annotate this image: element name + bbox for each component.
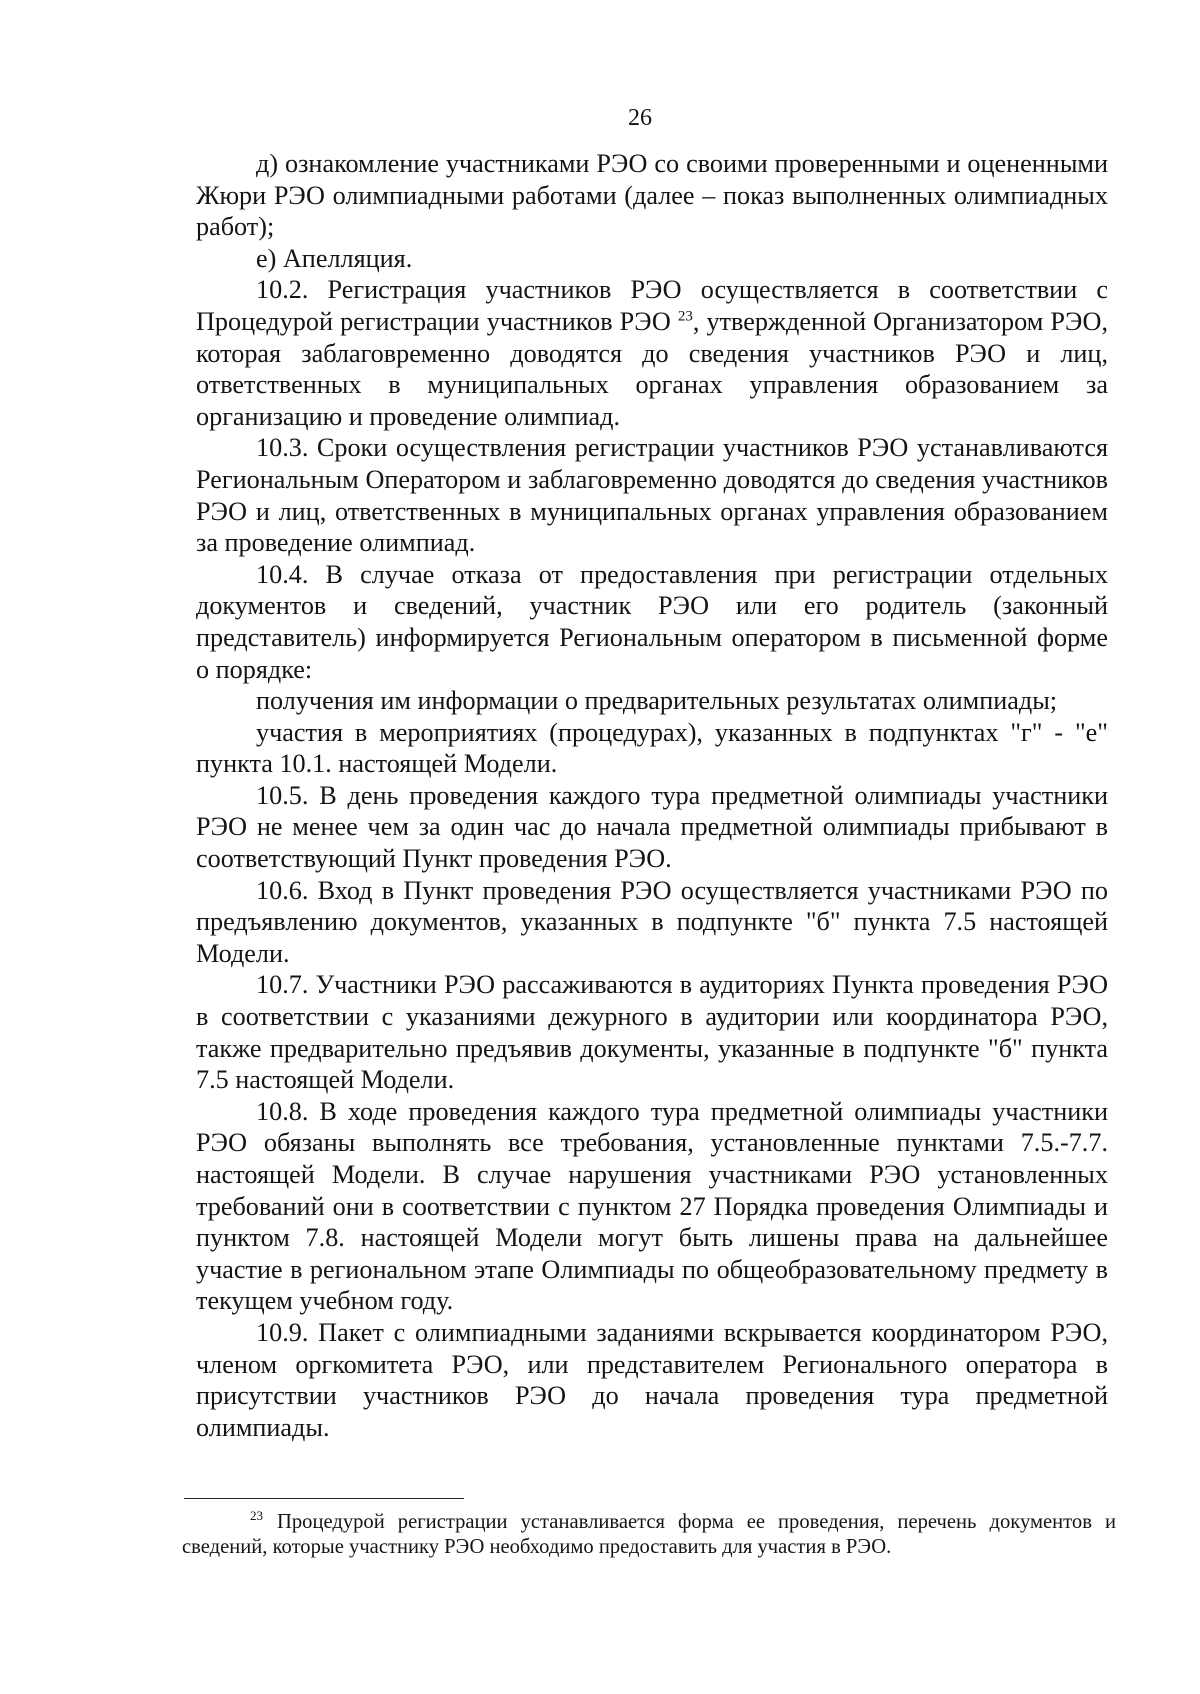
paragraph-10-5: 10.5. В день проведения каждого тура предметной олимпиады участники РЭО не менее чем за один час до начала предметной олимпиады прибывают в соответствующий Пункт проведения РЭО. [196,780,1108,874]
paragraph-10-3: 10.3. Сроки осуществления регистрации участников РЭО устанавливаются Региональным Оператором и заблаговременно доводятся до сведения участников РЭО и лиц, ответственных в муниципальных органах управления образованием за проведение олимпиад. [196,433,1108,558]
paragraph-item-d: д) ознакомление участниками РЭО со своими проверенными и оцененными Жюри РЭО олимпиадными работами (далее – показ выполненных олимпиадных работ); [196,149,1108,242]
paragraph-item-e: е) Апелляция. [256,243,413,273]
paragraph-10-2-continuation: , утвержденной Организатором РЭО, которая заблаговременно доводятся до сведения участников РЭО и лиц, ответственных в муниципальных органах управления образованием за организацию и проведение олимпиад. [196,306,1109,431]
paragraph-10-2 [196,274,1108,432]
paragraph-10-2-text: 10.2. Регистрация участников РЭО осуществляется в соответствии с Процедурой регистрации участников РЭО [196,275,1108,336]
footnote-reference: 23 [677,308,693,325]
page-number: 26 [628,105,652,131]
paragraph-10-7: 10.7. Участники РЭО рассаживаются в аудиториях Пункта проведения РЭО в соответствии с указаниями дежурного в аудитории или координатора РЭО, также предварительно предъявив документы, указанные в подпункте "б" пункта 7.5 настоящей Модели. [196,970,1108,1095]
list-item-participation: участия в мероприятиях (процедурах), указанных в подпунктах "г" - "е" пункта 10.1. настоящей Модели. [196,717,1108,779]
list-item-results: получения им информации о предварительных результатах олимпиады; [256,686,1058,716]
paragraph-10-8: 10.8. В ходе проведения каждого тура предметной олимпиады участники РЭО обязаны выполнять все требования, установленные пунктами 7.5.-7.7. настоящей Модели. В случае нарушения участниками РЭО установленных требований они в соответствии с пунктом 27 Порядка проведения Олимпиады и пунктом 7.8. настоящей Модели могут быть лишены права на дальнейшее участие в региональном этапе Олимпиады по общеобразовательному предмету в текущем учебном году. [196,1096,1108,1316]
paragraph-10-9: 10.9. Пакет с олимпиадными заданиями вскрывается координатором РЭО, членом оргкомитета РЭО, или представителем Регионального оператора в присутствии участников РЭО до начала проведения тура предметной олимпиады. [196,1317,1108,1442]
footnote-text: Процедурой регистрации устанавливается форма ее проведения, перечень документов и сведений, которые участнику РЭО необходимо предоставить для участия в РЭО. [182,1511,1116,1558]
footnote: 23 Процедурой регистрации устанавливается форма ее проведения, перечень документов и сведений, которые участнику РЭО необходимо предоставить для участия в РЭО. [182,1508,1116,1558]
paragraph-10-4: 10.4. В случае отказа от предоставления при регистрации отдельных документов и сведений, участник РЭО или его родитель (законный представитель) информируется Региональным оператором в письменной форме о порядке: [196,559,1108,684]
document-body [196,148,1108,1443]
footnote-separator [184,1498,464,1499]
paragraph-10-6: 10.6. Вход в Пункт проведения РЭО осуществляется участниками РЭО по предъявлению документов, указанных в подпункте "б" пункта 7.5 настоящей Модели. [196,875,1108,968]
